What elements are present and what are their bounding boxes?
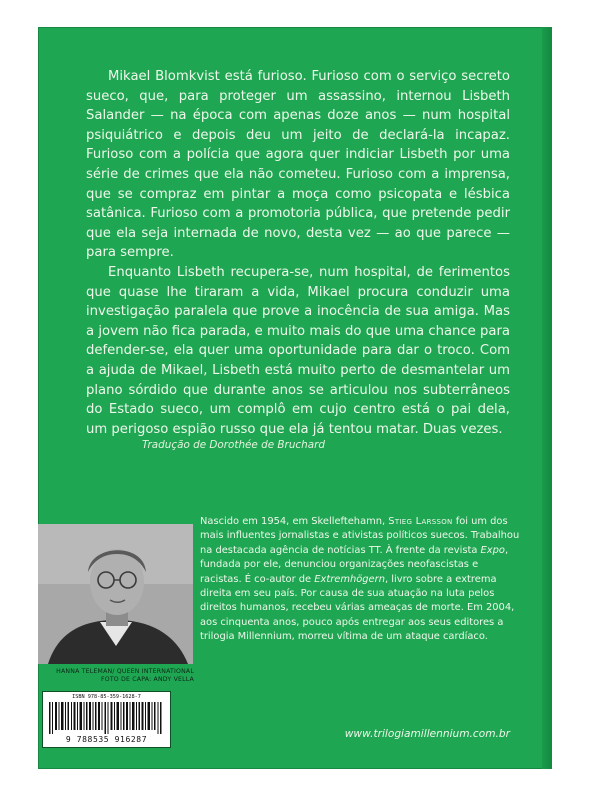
isbn-number: ISBN 978-85-359-1628-7 — [72, 694, 141, 700]
back-cover — [38, 27, 552, 769]
barcode-bars-graphic — [49, 702, 164, 734]
synopsis-paragraph-2: Enquanto Lisbeth recupera-se, num hospital, de ferimentos que quase lhe tiraram a vida, Mikael procura conduzir uma investigação paralela que prove a inocência de sua amiga. Mas a jovem não fica parada, e muito mais do que uma chance para defender-se, ela quer uma oportunidade para dar o troco. Com a ajuda de Mikael, Lisbeth está muito perto de desmantelar um plano sórdido que durante anos se articulou nos subterrâneos do Estado sueco, um complô em cujo centro está o pai dela, um perigoso espião russo que ela já tentou matar. Duas vezes. — [86, 264, 510, 437]
bio-text-3: , livro sobre a extrema direita em seu país. Por causa de sua atuação na luta pelos direitos humanos, recebeu várias ameaças de morte. Em 2004, aos cinquenta anos, pouco após entregar aos seus editores a trilogia Millennium, morreu vítima de um ataque cardíaco. — [200, 573, 515, 643]
bio-book-title: Extremhögern — [314, 573, 385, 585]
spine-edge — [542, 27, 552, 769]
author-portrait-graphic — [38, 524, 193, 664]
author-photo-credit: HANNA TELEMAN/ QUEEN INTERNATIONAL — [56, 668, 194, 675]
bio-magazine-title: Expo — [480, 544, 505, 556]
synopsis-blurb — [86, 67, 510, 439]
bio-author-name: Stieg Larsson — [388, 516, 453, 527]
barcode-digits: 9 788535 916287 — [65, 735, 148, 744]
bio-text-2: , fundada por ele, denunciou organizações neofascistas e racistas. É co-autor de — [200, 544, 509, 585]
cover-photo-credit: FOTO DE CAPA: ANDY VELLA — [101, 676, 194, 683]
bio-text-1: foi um dos mais influentes jornalistas e ativistas políticos suecos. Trabalhou na destacada agência de notícias TT. À frente da revista — [200, 516, 520, 556]
website-url: www.trilogiamillennium.com.br — [344, 728, 510, 740]
author-photo — [38, 524, 193, 664]
author-biography — [200, 515, 522, 645]
bio-intro: Nascido em 1954, em Skelleftehamn, — [200, 516, 386, 527]
synopsis-paragraph-1: Mikael Blomkvist está furioso. Furioso com o serviço secreto sueco, que, para proteger um assassino, internou Lisbeth Salander — na época com apenas doze anos — num hospital psiquiátrico e depois deu um jeito de declará-la incapaz. Furioso com a polícia que agora quer indiciar Lisbeth por uma série de crimes que ela não cometeu. Furioso com a imprensa, que se compraz em pintar a moça como psicopata e lésbica satânica. Furioso com a promotoria pública, que pretende pedir que ela seja internada de novo, desta vez — ao que parece — para sempre. — [86, 69, 510, 261]
isbn-barcode — [42, 691, 171, 748]
translator-credit: Tradução de Dorothée de Bruchard — [142, 439, 325, 451]
